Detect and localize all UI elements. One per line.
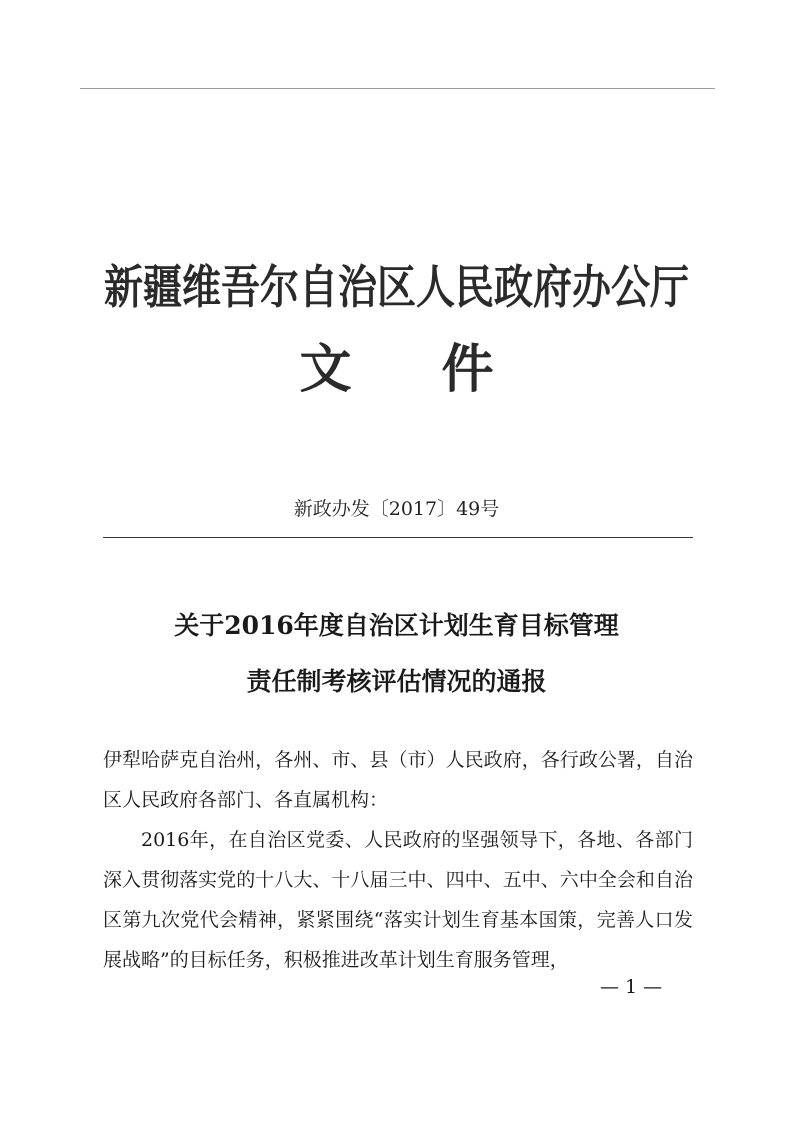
body-paragraph: 2016年，在自治区党委、人民政府的坚强领导下，各地、各部门深入贯彻落实党的十八大、十八届三中、四中、五中、六中全会和自治区第九次党代会精神，紧紧围绕“落实计划生育基本国策，完善人口发展战略”的目标任务，积极推进改革计划生育服务管理， (103, 829, 693, 971)
title-line-2: 责任制考核评估情况的通报 (246, 667, 547, 696)
document-type: 文件 (299, 340, 584, 400)
document-number: 新政办发〔2017〕49号 (293, 498, 500, 520)
document-title (0, 598, 793, 710)
issuer-name: 新疆维吾尔自治区人民政府办公厅 (103, 261, 689, 315)
salutation: 伊犁哈萨克自治州，各州、市、县（市）人民政府，各行政公署，自治区人民政府各部门、各直属机构： (103, 749, 693, 811)
header-divider (103, 537, 693, 538)
top-divider (80, 88, 715, 89)
document-body (103, 740, 693, 980)
page-number: — 1 — (600, 976, 663, 998)
title-line-1: 关于2016年度自治区计划生育目标管理 (174, 611, 619, 640)
